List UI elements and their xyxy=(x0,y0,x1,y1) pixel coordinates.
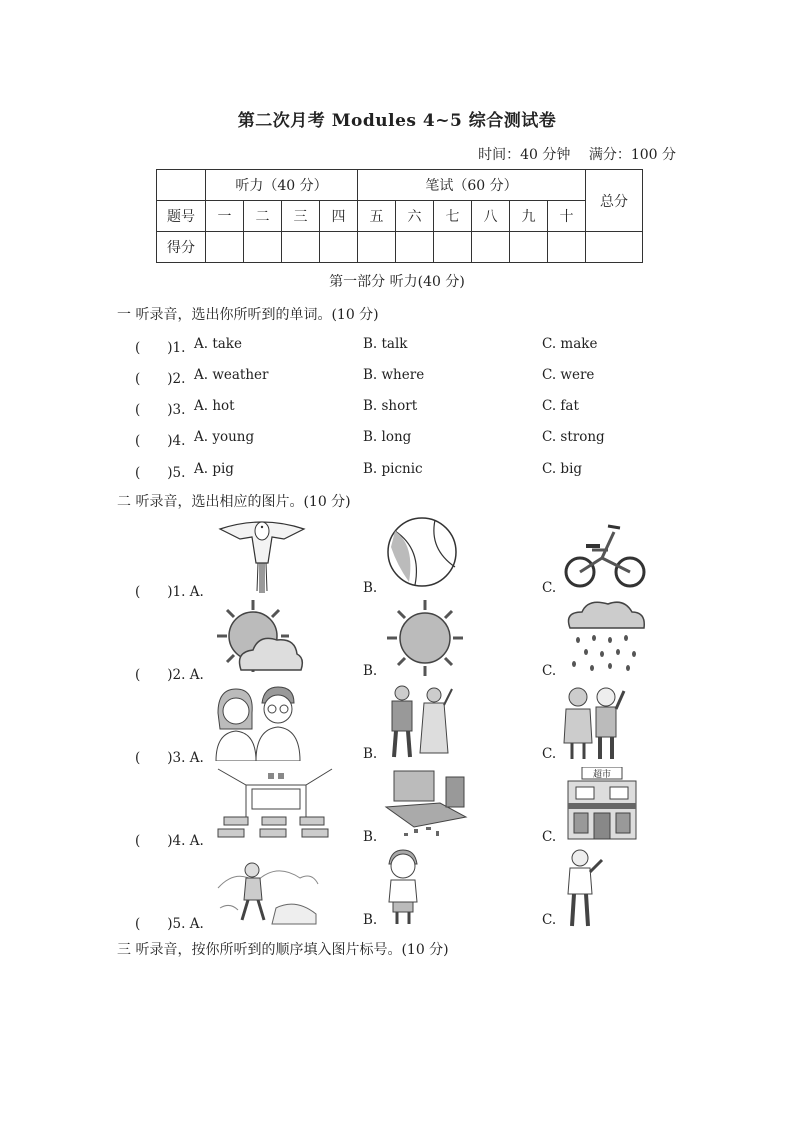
answer-blank[interactable]: ( )3. xyxy=(135,402,186,418)
option-a: A. young xyxy=(194,429,255,445)
young-couple-picture[interactable] xyxy=(212,683,302,761)
answer-blank[interactable]: ( )2. xyxy=(135,371,186,387)
option-a: A. hot xyxy=(194,398,235,414)
option-b: B. where xyxy=(363,367,425,383)
score-cell[interactable] xyxy=(206,232,244,263)
option-b-label: B. xyxy=(363,746,378,762)
question-number: 一 xyxy=(206,201,244,232)
grandparents-picture[interactable] xyxy=(562,683,628,763)
option-b-label: B. xyxy=(363,912,378,928)
total-header: 总分 xyxy=(586,170,643,232)
score-row-label: 得分 xyxy=(157,232,206,263)
part1-title: 第一部分 听力(40 分) xyxy=(329,274,465,290)
answer-blank[interactable]: ( )2. A. xyxy=(135,667,204,683)
answer-blank[interactable]: ( )1. xyxy=(135,340,186,356)
bike-picture[interactable] xyxy=(562,518,648,590)
option-a: A. take xyxy=(194,336,242,352)
exam-meta xyxy=(478,144,676,164)
answer-blank[interactable]: ( )4. xyxy=(135,433,186,449)
question-number: 五 xyxy=(358,201,396,232)
score-cell[interactable] xyxy=(510,232,548,263)
option-a: A. weather xyxy=(194,367,269,383)
answer-blank[interactable]: ( )5. xyxy=(135,465,186,481)
option-c: C. fat xyxy=(542,398,579,414)
option-b: B. short xyxy=(363,398,418,414)
question-number: 八 xyxy=(472,201,510,232)
section2-title: 二 听录音，选出相应的图片。(10 分) xyxy=(117,494,351,510)
hiking-picture[interactable] xyxy=(216,848,320,926)
option-c: C. strong xyxy=(542,429,605,445)
messy-room-picture[interactable] xyxy=(384,767,468,839)
option-b: B. picnic xyxy=(363,461,423,477)
option-c-label: C. xyxy=(542,829,557,845)
cloudy-picture[interactable] xyxy=(215,598,305,678)
question-number: 六 xyxy=(396,201,434,232)
writing-header: 笔试（60 分） xyxy=(358,170,586,201)
supermarket-sign: 超市 xyxy=(592,770,612,780)
total-score-cell[interactable] xyxy=(586,232,643,263)
supermarket-picture[interactable] xyxy=(566,767,638,841)
option-c: C. were xyxy=(542,367,595,383)
question-number: 三 xyxy=(282,201,320,232)
score-cell[interactable] xyxy=(320,232,358,263)
question-row-label: 题号 xyxy=(157,201,206,232)
section1-title: 一 听录音，选出你所听到的单词。(10 分) xyxy=(117,307,379,323)
option-b: B. long xyxy=(363,429,412,445)
option-c-label: C. xyxy=(542,746,557,762)
section3-title: 三 听录音，按你所听到的顺序填入图片标号。(10 分) xyxy=(117,942,449,958)
question-number: 十 xyxy=(548,201,586,232)
rainy-picture[interactable] xyxy=(562,598,648,674)
question-number: 九 xyxy=(510,201,548,232)
score-table-corner xyxy=(157,170,206,201)
option-c: C. big xyxy=(542,461,583,477)
boy-picture[interactable] xyxy=(383,848,423,928)
listening-header: 听力（40 分） xyxy=(206,170,358,201)
question-number: 二 xyxy=(244,201,282,232)
answer-blank[interactable]: ( )4. A. xyxy=(135,833,204,849)
score-cell[interactable] xyxy=(548,232,586,263)
option-c-label: C. xyxy=(542,912,557,928)
full-score: 满分：100 分 xyxy=(588,147,676,163)
answer-blank[interactable]: ( )3. A. xyxy=(135,750,204,766)
score-cell[interactable] xyxy=(244,232,282,263)
score-cell[interactable] xyxy=(282,232,320,263)
ball-picture[interactable] xyxy=(385,515,459,589)
answer-blank[interactable]: ( )5. A. xyxy=(135,916,204,932)
option-a: A. pig xyxy=(194,461,234,477)
man-picture[interactable] xyxy=(562,848,608,928)
option-c-label: C. xyxy=(542,580,557,596)
score-cell[interactable] xyxy=(396,232,434,263)
score-table xyxy=(156,169,643,263)
kite-picture[interactable] xyxy=(212,515,312,595)
classroom-picture[interactable] xyxy=(216,767,334,843)
option-b: B. talk xyxy=(363,336,408,352)
option-b-label: B. xyxy=(363,663,378,679)
old-couple-picture[interactable] xyxy=(380,683,460,763)
sunny-picture[interactable] xyxy=(385,598,465,678)
option-c-label: C. xyxy=(542,663,557,679)
question-number: 七 xyxy=(434,201,472,232)
option-c: C. make xyxy=(542,336,598,352)
score-cell[interactable] xyxy=(472,232,510,263)
option-b-label: B. xyxy=(363,829,378,845)
score-cell[interactable] xyxy=(434,232,472,263)
question-number: 四 xyxy=(320,201,358,232)
score-cell[interactable] xyxy=(358,232,396,263)
answer-blank[interactable]: ( )1. A. xyxy=(135,584,204,600)
option-b-label: B. xyxy=(363,580,378,596)
exam-title: 第二次月考 Modules 4~5 综合测试卷 xyxy=(237,111,557,131)
time-limit: 时间：40 分钟 xyxy=(478,147,571,163)
